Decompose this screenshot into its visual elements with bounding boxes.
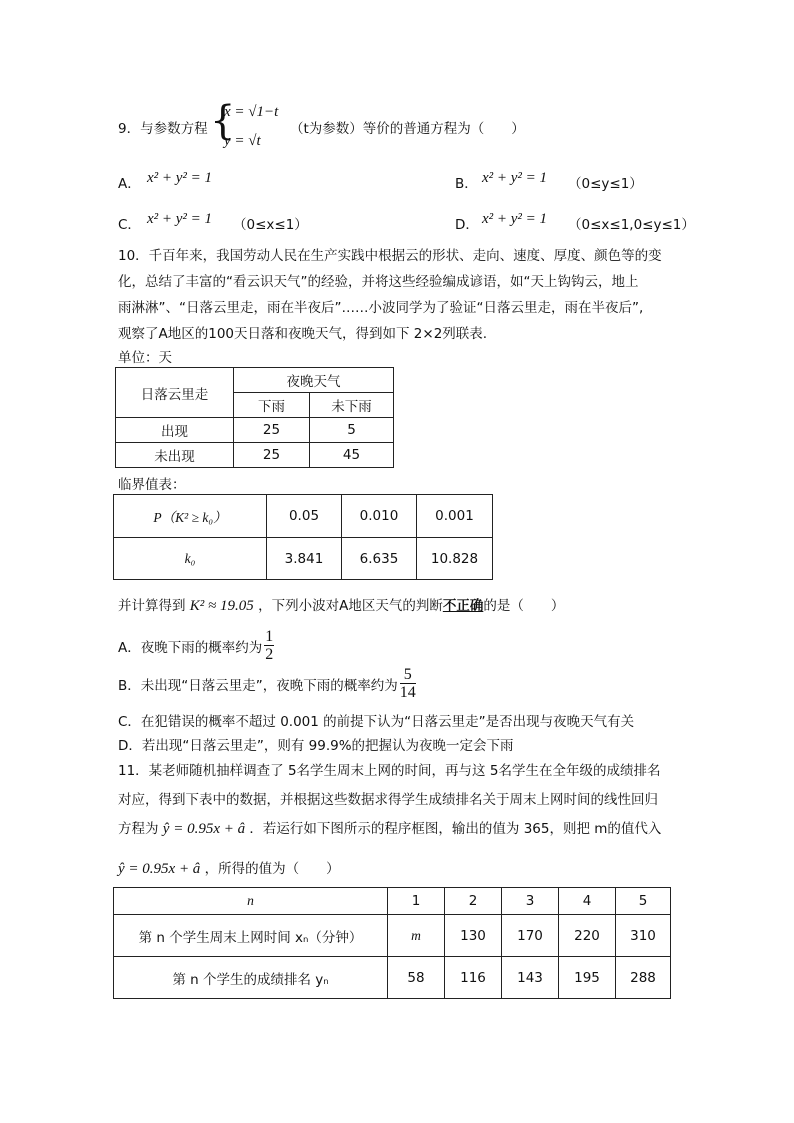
q9-option-c-eq: x² + y² = 1: [147, 211, 213, 227]
q10-line-3: 雨淋淋”、“日落云里走，雨在半夜后”……小波同学为了验证“日落云里走，雨在半夜后”,: [118, 300, 644, 316]
contingency-table: [115, 367, 394, 468]
q11-header-cell: 3: [502, 888, 559, 915]
q9-option-b-label: B．: [455, 176, 478, 192]
table-row: [116, 443, 394, 468]
q11-line-3: [118, 817, 661, 838]
fraction-numerator: 5: [400, 666, 416, 684]
critical-value-table: [113, 494, 493, 580]
q11-cell: 220: [559, 915, 616, 957]
q11-cell: 195: [559, 957, 616, 999]
contingency-cell: 25: [234, 443, 310, 468]
q10-statement-pre: 并计算得到: [118, 598, 186, 614]
contingency-row-label: 未出现: [116, 443, 234, 468]
q9-suffix: （t为参数）等价的普通方程为（ ）: [290, 121, 525, 137]
fraction-numerator: 1: [265, 628, 274, 645]
q10-statement: [118, 594, 564, 615]
contingency-col-group: 夜晚天气: [234, 368, 394, 393]
contingency-row-header: 日落云里走: [116, 368, 234, 418]
q9-option-b-cond: （0≤y≤1）: [568, 176, 643, 192]
q11-row2-label: 第 n 个学生的成绩排名 yₙ: [114, 957, 388, 999]
q10-option-c: C．在犯错误的概率不超过 0.001 的前提下认为“日落云里走”是否出现与夜晚天气有关: [118, 714, 635, 730]
q10-option-d: D．若出现“日落云里走”，则有 99.9%的把握认为夜晚一定会下雨: [118, 738, 514, 754]
q11-row1-label: 第 n 个学生周末上网时间 xₙ（分钟）: [114, 915, 388, 957]
q11-line-3-pre: 方程为: [118, 821, 159, 837]
q10-option-a-text: A．夜晚下雨的概率约为: [118, 639, 263, 656]
contingency-cell: 5: [310, 418, 394, 443]
contingency-row-label: 出现: [116, 418, 234, 443]
q11-data-table: [113, 887, 671, 999]
regression-equation: ŷ = 0.95x + â: [118, 861, 201, 877]
q10-statement-emph: 不正确: [442, 598, 484, 614]
system-brace: {: [210, 98, 236, 144]
q9-eq2: y = √t: [224, 133, 261, 149]
q10-statement-mid: ，下列小波对A地区天气的判断: [258, 598, 443, 614]
q10-option-b-text: B．未出现“日落云里走”，夜晚下雨的概率约为: [118, 677, 398, 694]
table-row: [114, 957, 671, 999]
q9-option-a-eq: x² + y² = 1: [147, 170, 213, 186]
q9-option-c-label: C．: [118, 217, 141, 233]
table-row: [116, 418, 394, 443]
q10-line-2: 化，总结了丰富的“看云识天气”的经验，并将这些经验编成谚语，如“天上钩钩云，地上: [118, 274, 639, 290]
critical-p-value: 0.001: [417, 495, 493, 538]
q11-cell: 288: [616, 957, 671, 999]
q11-cell: 310: [616, 915, 671, 957]
q11-cell: 116: [445, 957, 502, 999]
q11-line-3-post: ．若运行如下图所示的程序框图，输出的值为 365，则把 m的值代入: [249, 821, 662, 837]
regression-equation: ŷ = 0.95x + â: [162, 821, 246, 837]
critical-p-label: P（K² ≥ k₀）: [114, 495, 267, 538]
q10-line-1: 10．千百年来，我国劳动人民在生产实践中根据云的形状、走向、速度、厚度、颜色等的变: [118, 248, 662, 264]
fraction: [264, 628, 274, 663]
critical-value-label: 临界值表：: [118, 477, 186, 493]
q9-option-d-eq: x² + y² = 1: [482, 211, 548, 227]
fraction-denominator: 2: [265, 646, 274, 663]
q11-line-4-post: ，所得的值为（ ）: [204, 861, 340, 877]
q9-eq1: x = √1−t: [224, 104, 279, 120]
contingency-col-norain: 未下雨: [310, 393, 394, 418]
q11-cell: 143: [502, 957, 559, 999]
q9-prefix: 9．与参数方程: [118, 121, 208, 137]
q11-cell: 170: [502, 915, 559, 957]
q10-statement-post: 的是（ ）: [483, 598, 565, 614]
critical-k-label: k₀: [114, 538, 267, 580]
q11-header-cell: 5: [616, 888, 671, 915]
q11-header-cell: 2: [445, 888, 502, 915]
q10-unit: 单位：天: [118, 350, 172, 366]
q10-option-b: [118, 666, 418, 701]
q9-option-b-eq: x² + y² = 1: [482, 170, 548, 186]
critical-k-value: 10.828: [417, 538, 493, 580]
critical-k-value: 3.841: [267, 538, 342, 580]
contingency-cell: 25: [234, 418, 310, 443]
q10-option-a: [118, 628, 276, 663]
q11-cell: 130: [445, 915, 502, 957]
q11-header-label: n: [114, 888, 388, 915]
q11-line-4: [118, 857, 340, 878]
q11-cell: m: [388, 915, 445, 957]
q11-line-2: 对应，得到下表中的数据，并根据这些数据求得学生成绩排名关于周末上网时间的线性回归: [118, 792, 658, 808]
q10-line-4: 观察了A地区的100天日落和夜晚天气，得到如下 2×2列联表.: [118, 326, 488, 342]
contingency-col-rain: 下雨: [234, 393, 310, 418]
q11-header-cell: 1: [388, 888, 445, 915]
q9-option-c-cond: （0≤x≤1）: [233, 217, 308, 233]
q9-option-d-label: D．: [455, 217, 479, 233]
q9-option-a-label: A．: [118, 176, 141, 192]
q11-cell: 58: [388, 957, 445, 999]
critical-k-value: 6.635: [342, 538, 417, 580]
table-row: [114, 915, 671, 957]
q9-option-d-cond: （0≤x≤1,0≤y≤1）: [568, 217, 695, 233]
table-row: [114, 888, 671, 915]
critical-p-value: 0.05: [267, 495, 342, 538]
q10-statement-math: K² ≈ 19.05: [189, 598, 254, 614]
table-row: [114, 495, 493, 538]
q11-header-cell: 4: [559, 888, 616, 915]
fraction: [400, 666, 416, 701]
fraction-denominator: 14: [399, 684, 416, 701]
table-row: [114, 538, 493, 580]
critical-p-value: 0.010: [342, 495, 417, 538]
q11-line-1: 11．某老师随机抽样调查了 5名学生周末上网的时间，再与这 5名学生在全年级的成绩排名: [118, 763, 661, 779]
contingency-cell: 45: [310, 443, 394, 468]
